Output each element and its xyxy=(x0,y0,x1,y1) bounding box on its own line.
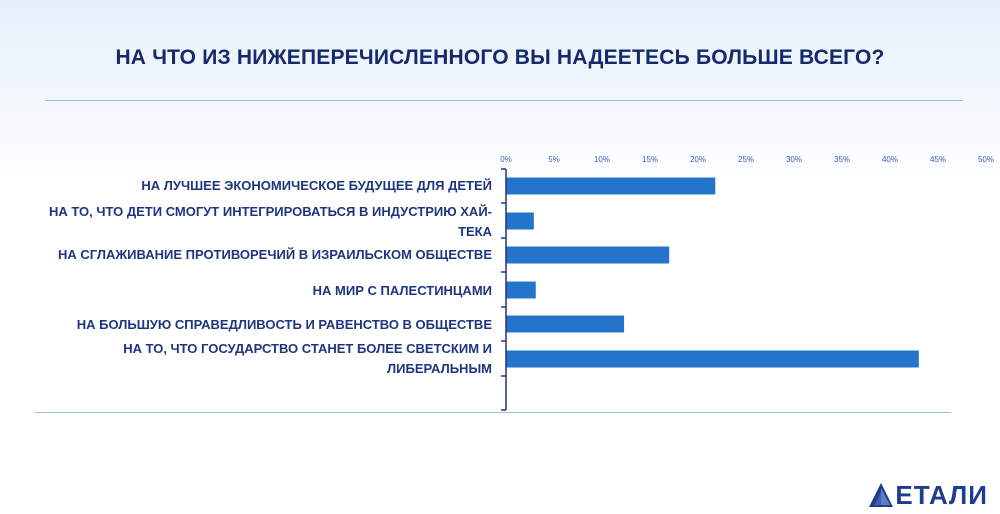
bar xyxy=(506,282,536,299)
logo-triangle-icon xyxy=(868,482,894,508)
x-tick-label: 35% xyxy=(833,155,851,164)
category-label: НА ЛУЧШЕЕ ЭКОНОМИЧЕСКОЕ БУДУЩЕЕ ДЛЯ ДЕТЕЙ xyxy=(141,178,492,193)
logo-text: ЕТАЛИ xyxy=(895,480,988,510)
x-tick-label: 25% xyxy=(737,155,755,164)
bar xyxy=(506,247,669,264)
category-label: НА ТО, ЧТО ДЕТИ СМОГУТ ИНТЕГРИРОВАТЬСЯ В ИНДУСТРИЮ ХАЙ-ТЕКА xyxy=(49,204,492,239)
x-tick-label: 15% xyxy=(641,155,659,164)
bar xyxy=(506,316,624,333)
x-tick-label: 30% xyxy=(785,155,803,164)
bottom-divider xyxy=(35,412,951,413)
category-label: НА СГЛАЖИВАНИЕ ПРОТИВОРЕЧИЙ В ИЗРАИЛЬСКОМ ОБЩЕСТВЕ xyxy=(58,247,492,262)
bar xyxy=(506,351,919,368)
x-tick-label: 20% xyxy=(689,155,707,164)
x-tick-label: 40% xyxy=(881,155,899,164)
category-label: НА МИР С ПАЛЕСТИНЦАМИ xyxy=(312,283,492,298)
category-label: НА ТО, ЧТО ГОСУДАРСТВО СТАНЕТ БОЛЕЕ СВЕТСКИМ И ЛИБЕРАЛЬНЫМ xyxy=(123,341,492,376)
x-tick-label: 10% xyxy=(593,155,611,164)
category-label: НА БОЛЬШУЮ СПРАВЕДЛИВОСТЬ И РАВЕНСТВО В ОБЩЕСТВЕ xyxy=(76,317,492,332)
x-tick-label: 5% xyxy=(548,155,560,164)
chart-title: НА ЧТО ИЗ НИЖЕПЕРЕЧИСЛЕННОГО ВЫ НАДЕЕТЕСЬ БОЛЬШЕ ВСЕГО? xyxy=(115,46,885,69)
x-tick-label: 45% xyxy=(929,155,947,164)
x-tick-label: 0% xyxy=(500,155,512,164)
bar xyxy=(506,213,534,230)
bar xyxy=(506,178,715,195)
brand-logo xyxy=(868,482,988,508)
x-tick-label: 50% xyxy=(977,155,995,164)
